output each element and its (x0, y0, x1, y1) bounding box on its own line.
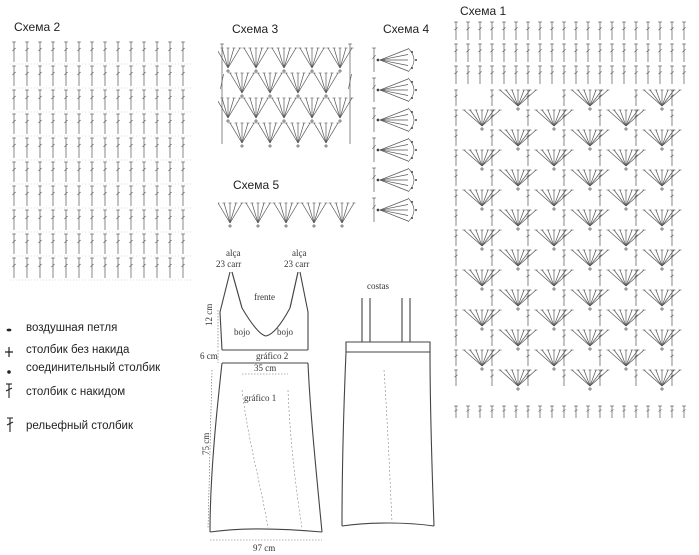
front-strap-right (290, 272, 298, 308)
grafico-2-label: gráfico 2 (256, 351, 289, 361)
legend-label: столбик без накида (26, 344, 130, 356)
back-strap-right (402, 298, 410, 342)
strap-left-label-2: 23 carr (216, 259, 242, 269)
scheme-1-title: Схема 1 (460, 4, 507, 18)
strap-left-label-1: alça (226, 248, 241, 258)
strap-right-label-2: 23 carr (284, 259, 310, 269)
scheme-4-chart (368, 40, 426, 235)
scheme-2-title: Схема 2 (14, 20, 61, 34)
grafico-1-label: gráfico 1 (244, 393, 277, 403)
single-crochet-icon (4, 344, 20, 360)
front-schematic (198, 270, 338, 555)
back-strap-left (362, 298, 370, 342)
legend-label: соединительный столбик (26, 362, 161, 374)
legend-label: рельефный столбик (26, 420, 133, 432)
front-inner-lines (242, 390, 302, 528)
dim-6-label: 6 cm (200, 351, 218, 361)
dim-12-label: 12 cm (204, 303, 214, 326)
scheme-4-title: Схема 4 (383, 22, 430, 36)
front-strap-left (232, 272, 242, 308)
scheme-5-title: Схема 5 (233, 178, 280, 192)
costas-label: costas (367, 281, 389, 291)
legend-label: столбик с накидом (26, 386, 126, 398)
scheme-2-chart (8, 38, 198, 288)
post-stitch-icon (4, 416, 20, 432)
scheme-3-chart (218, 42, 358, 152)
back-schematic (340, 290, 440, 530)
back-band (346, 342, 430, 352)
bojo-left-label: bojo (234, 327, 251, 337)
scheme-3-title: Схема 3 (232, 22, 279, 36)
chain-stitch-icon (4, 322, 20, 338)
scheme-5-chart (218, 195, 358, 233)
bojo-right-label: bojo (277, 327, 294, 337)
strap-right-label-1: alça (292, 248, 307, 258)
scheme-1-chart (452, 18, 692, 420)
dim-35-label: 35 cm (254, 363, 277, 373)
dim-97-label: 97 cm (253, 543, 276, 553)
double-crochet-icon (4, 382, 20, 398)
slip-stitch-icon (4, 362, 20, 378)
front-label: frente (254, 292, 275, 302)
front-skirt-outline (210, 363, 322, 532)
legend-label: воздушная петля (26, 322, 118, 334)
dim-75-label: 75 cm (201, 432, 211, 455)
back-inner-line (384, 370, 392, 522)
